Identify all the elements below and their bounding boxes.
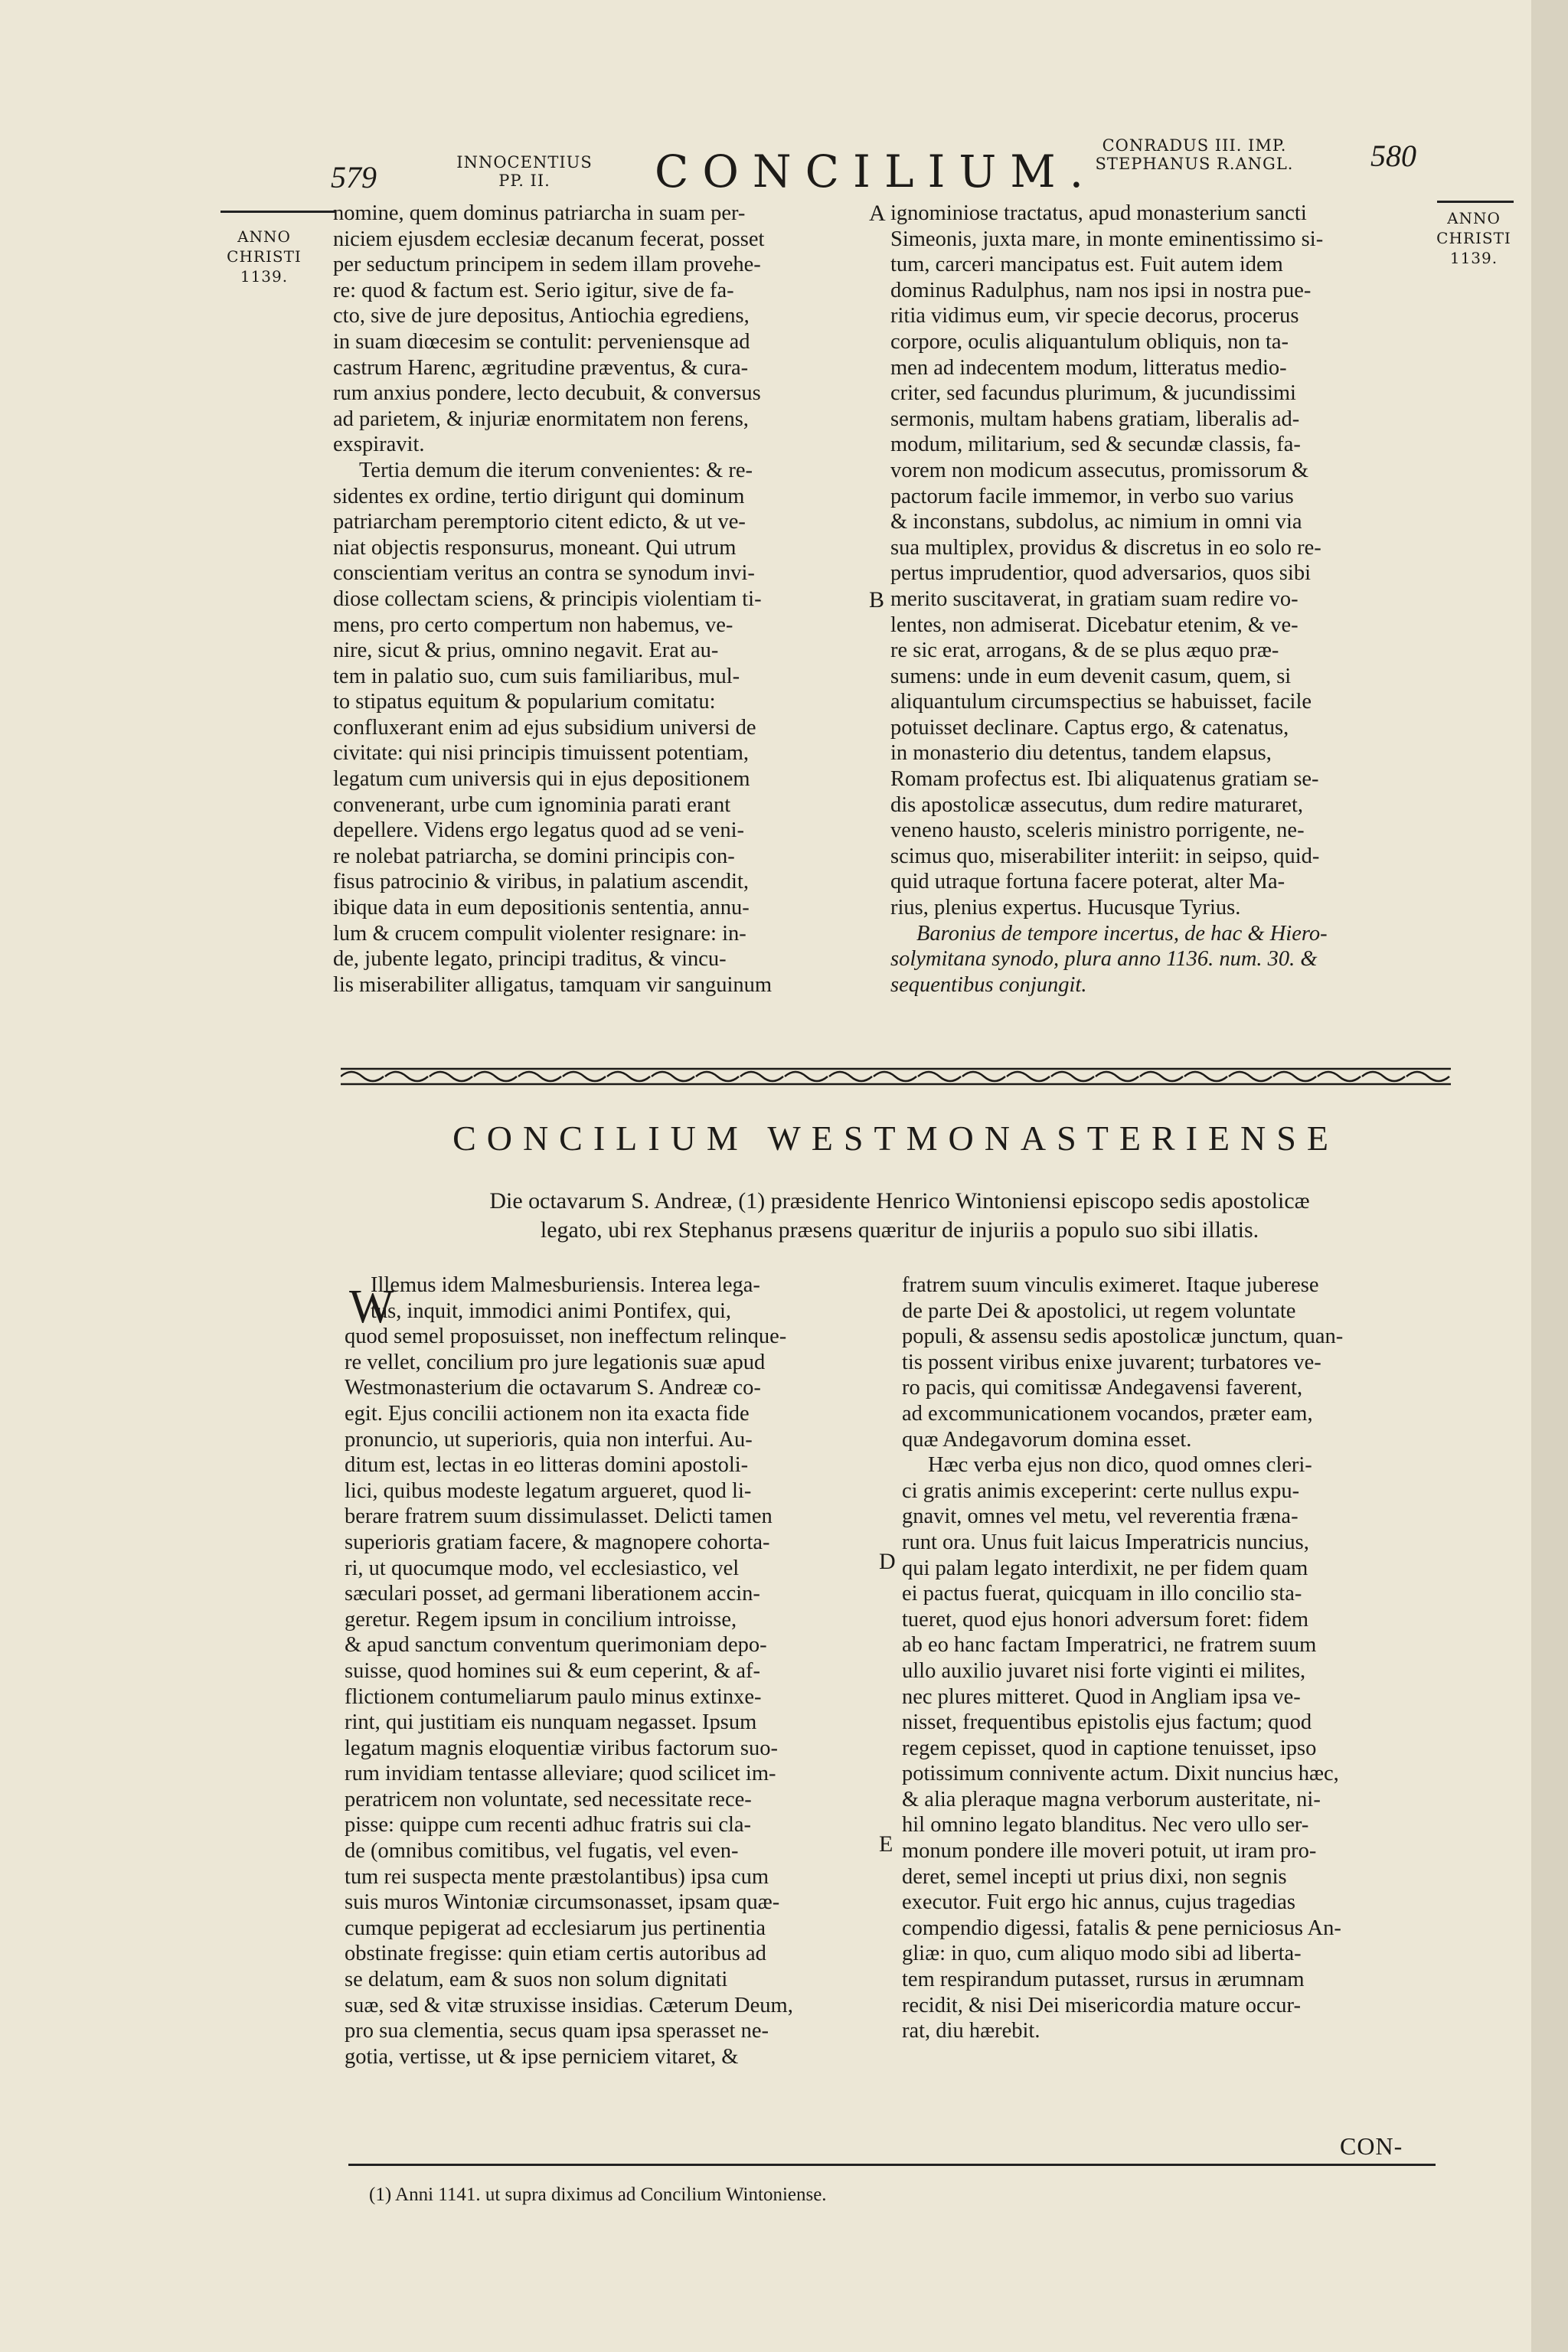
section-letter-a: A <box>869 201 886 226</box>
text-line: & alia pleraque magna verborum austeritate, ni- <box>902 1787 1321 1811</box>
text-line: potuisset declinare. Captus ergo, & catenatus, <box>890 715 1289 740</box>
right-page-number: 580 <box>1370 139 1416 173</box>
text-line: scimus quo, miserabiliter interiit: in seipso, quid- <box>890 844 1320 868</box>
text-line: de (omnibus comitibus, vel fugatis, vel even- <box>345 1839 739 1864</box>
text-line: castrum Harenc, ægritudine præventus, & cura- <box>333 355 749 380</box>
text-line: dominus Radulphus, nam nos ipsi in nostra pue- <box>890 278 1312 302</box>
text-line: quod semel proposuisset, non ineffectum relinque- <box>345 1325 787 1349</box>
text-line: exspiravit. <box>333 433 425 457</box>
ornament-band <box>341 1067 1451 1086</box>
text-line: tus, inquit, immodici animi Pontifex, qui, <box>371 1298 732 1323</box>
text-line: re vellet, concilium pro jure legationis suæ apud <box>345 1350 766 1374</box>
text-line: rat, diu hærebit. <box>902 2019 1040 2043</box>
text-line: depellere. Videns ergo legatus quod ad se veni- <box>333 818 744 843</box>
subtitle-line-1: Die octavarum S. Andreæ, (1) præsidente Henrico Wintoniensi episcopo sedis apostolicæ <box>489 1188 1310 1214</box>
text-line: ab eo hanc factam Imperatrici, ne fratrem suum <box>902 1633 1317 1658</box>
text-line: sæculari posset, ad germani liberationem accin- <box>345 1582 760 1606</box>
text-line: gliæ: in quo, cum aliquo modo sibi ad liberta- <box>902 1942 1302 1966</box>
text-line: re: quod & factum est. Serio igitur, sive de fa- <box>333 278 734 302</box>
left-margin-rule <box>220 211 335 213</box>
text-line: ri, ut quocumque modo, vel ecclesiastico, vel <box>345 1556 740 1580</box>
text-line: berare fratrem suum dissimulasset. Delicti tamen <box>345 1504 773 1529</box>
text-line: fratrem suum vinculis eximeret. Itaque juberese <box>902 1273 1319 1297</box>
text-line: lum & crucem compulit violenter resignare: in- <box>333 921 746 946</box>
text-line: gnavit, omnes vel metu, vel reverentia fræna- <box>902 1504 1298 1529</box>
running-title: CONCILIUM. <box>655 145 1098 198</box>
text-line: to stipatus equitum & popularium comitatu: <box>333 690 716 714</box>
text-line: ullo auxilio juvaret nisi forte viginti ei milites, <box>902 1658 1306 1683</box>
text-line: geretur. Regem ipsum in concilium introisse, <box>345 1607 737 1632</box>
section-subtitle <box>368 1187 1432 1245</box>
text-line: sermonis, multam habens gratiam, liberalis ad- <box>890 407 1300 431</box>
text-line: in suam diœcesim se contulit: perveniensque ad <box>333 329 750 354</box>
text-line: potissimum connivente actum. Dixit nuncius hæc, <box>902 1762 1339 1786</box>
text-line: pro sua clementia, secus quam ipsa sperasset ne- <box>345 2019 769 2043</box>
text-line: tum rei suspecta mente præstolantibus) ipsa cum <box>345 1864 769 1889</box>
text-line: rint, qui justitiam eis nunquam negasset. Ipsum <box>345 1710 757 1735</box>
text-line: sumens: unde in eum devenit casum, quem, si <box>890 664 1292 688</box>
text-line: per seductum principem in sedem illam provehe- <box>333 253 761 277</box>
section-title: CONCILIUM WESTMONASTERIENSE <box>452 1119 1339 1158</box>
text-line: gotia, vertisse, ut & ipse perniciem vitaret, & <box>345 2044 739 2069</box>
text-line: pactorum facile immemor, in verbo suo varius <box>890 484 1294 508</box>
text-line: in monasterio diu detentus, tandem elapsus, <box>890 741 1272 766</box>
text-line: nec plures mitteret. Quod in Angliam ipsa ve- <box>902 1684 1301 1709</box>
text-line: superioris gratiam facere, & magnopere cohorta- <box>345 1530 770 1554</box>
left-running-head-line-2: PP. II. <box>498 172 550 190</box>
right-margin-rule <box>1437 201 1514 203</box>
left-page-number: 579 <box>331 160 377 194</box>
text-line: sidentes ex ordine, tertio dirigunt qui dominum <box>333 484 745 508</box>
text-line: hil omnino legato blanditus. Nec vero ullo ser- <box>902 1813 1309 1838</box>
text-line: legatum magnis eloquentiæ viribus factorum suo- <box>345 1736 778 1760</box>
text-line: ro pacis, qui comitissæ Andegavensi faverent, <box>902 1376 1303 1400</box>
text-line: runt ora. Unus fuit laicus Imperatricis nuncius, <box>902 1530 1309 1554</box>
text-line: ei pactus fuerat, quicquam in illo concilio sta- <box>902 1582 1302 1606</box>
section-letter-d: D <box>879 1549 896 1574</box>
text-line: de, jubente legato, principi traditus, & vincu- <box>333 947 727 972</box>
left-year-label: 1139. <box>240 267 289 286</box>
text-line: convenerant, urbe cum ignominia parati erant <box>333 792 731 817</box>
text-line: pertus imprudentior, quod adversarios, quos sibi <box>890 561 1311 586</box>
adjacent-page-edge <box>1531 0 1568 2352</box>
text-line: Illemus idem Malmesburiensis. Interea lega- <box>371 1273 760 1297</box>
text-line: & apud sanctum conventum querimoniam depo- <box>345 1633 767 1658</box>
bottom-right-column <box>902 1272 1438 2044</box>
text-line: Baronius de tempore incertus, de hac & Hiero- <box>916 921 1328 946</box>
right-christi-label: CHRISTI <box>1436 229 1511 247</box>
text-line: suisse, quod homines sui & eum ceperint, & af- <box>345 1658 760 1683</box>
text-line: confluxerant enim ad ejus subsidium universi de <box>333 715 756 740</box>
right-running-head-line-1: CONRADUS III. IMP. <box>1102 136 1287 155</box>
text-line: populi, & assensu sedis apostolicæ junctum, quan- <box>902 1325 1344 1349</box>
text-line: nire, sicut & prius, omnino negavit. Erat au- <box>333 639 719 663</box>
text-line: merito suscitaverat, in gratiam suam redire vo- <box>890 586 1298 611</box>
ornament-squiggle <box>341 1072 1449 1081</box>
text-line: pronuncio, ut superioris, quia non interfui. Au- <box>345 1427 753 1452</box>
text-line: re nolebat patriarcha, se domini principis con- <box>333 844 735 868</box>
text-line: diose collectam sciens, & principis violentiam ti- <box>333 586 762 611</box>
text-line: quid utraque fortuna facere poterat, alter Ma- <box>890 870 1285 894</box>
text-line: lentes, non admiserat. Dicebatur etenim, & ve- <box>890 612 1298 637</box>
text-line: niat objectis responsurus, moneant. Qui utrum <box>333 535 737 560</box>
text-line: ad parietem, & injuriæ enormitatem non ferens, <box>333 407 749 431</box>
text-line: criter, sed facundus plurimum, & jucundissimi <box>890 381 1296 406</box>
text-line: pisse: quippe cum recenti adhuc fratris sui cla- <box>345 1813 752 1838</box>
text-line: deret, semel incepti ut prius dixi, non segnis <box>902 1864 1287 1889</box>
text-line: sua multiplex, providus & discretus in eo solo re- <box>890 535 1321 560</box>
text-line: sequentibus conjungit. <box>890 972 1087 997</box>
text-line: Hæc verba ejus non dico, quod omnes cleri- <box>928 1453 1312 1478</box>
text-line: cumque pepigerat ad ecclesiarum jus pertinentia <box>345 1916 766 1940</box>
top-right-column <box>890 201 1436 998</box>
text-line: compendio digessi, fatalis & pene perniciosus An- <box>902 1916 1341 1940</box>
left-running-head <box>448 153 601 190</box>
text-line: legatum cum universis qui in ejus depositionem <box>333 767 750 792</box>
text-line: nomine, quem dominus patriarcha in suam per- <box>333 201 746 225</box>
text-line: rum anxius pondere, lecto decubuit, & conversus <box>333 381 761 406</box>
text-line: niciem ejusdem ecclesiæ decanum fecerat, posset <box>333 227 765 251</box>
text-line: Simeonis, juxta mare, in monte eminentissimo si- <box>890 227 1324 251</box>
text-line: executor. Fuit ergo hic annus, cujus tragedias <box>902 1890 1295 1915</box>
text-line: solymitana synodo, plura anno 1136. num. 30. & <box>890 947 1318 972</box>
text-line: ignominiose tractatus, apud monasterium sancti <box>890 201 1307 225</box>
text-line: Romam profectus est. Ibi aliquatenus gratiam se- <box>890 767 1319 792</box>
right-running-head <box>1072 136 1317 173</box>
text-line: qui palam legato interdixit, ne per fidem quam <box>902 1556 1308 1580</box>
subtitle-line-2: legato, ubi rex Stephanus præsens quæritur de injuriis a populo suo sibi illatis. <box>540 1217 1259 1243</box>
text-line: de parte Dei & apostolici, ut regem voluntate <box>902 1298 1296 1323</box>
text-line: flictionem contumeliarum paulo minus extinxe- <box>345 1684 762 1709</box>
text-line: Tertia demum die iterum convenientes: & re- <box>359 458 753 482</box>
text-line: tum, carceri mancipatus est. Fuit autem idem <box>890 253 1283 277</box>
text-line: ritia vidimus eum, vir specie decorus, procerus <box>890 304 1299 328</box>
text-line: se delatum, eam & suos non solum dignitati <box>345 1968 728 1992</box>
text-line: peratricem non voluntate, sed necessitate rece- <box>345 1787 752 1811</box>
text-line: rius, plenius expertus. Hucusque Tyrius. <box>890 896 1241 920</box>
text-line: suis muros Wintoniæ circumsonasset, ipsam quæ- <box>345 1890 780 1915</box>
text-line: ad excommunicationem vocandos, præter eam, <box>902 1401 1313 1426</box>
top-left-column <box>333 201 869 998</box>
text-line: & inconstans, subdolus, ac nimium in omni via <box>890 510 1302 534</box>
text-line: obstinate fregisse: quin etiam certis autoribus ad <box>345 1942 766 1966</box>
text-line: recidit, & nisi Dei misericordia mature occur- <box>902 1993 1301 2017</box>
left-anno-label: ANNO <box>237 227 291 246</box>
text-line: ditum est, lectas in eo litteras domini apostoli- <box>345 1453 749 1478</box>
text-line: veneno hausto, sceleris ministro porrigente, ne- <box>890 818 1305 843</box>
text-line: quæ Andegavorum domina esset. <box>902 1427 1192 1452</box>
right-year-label: 1139. <box>1449 249 1498 267</box>
left-year-note <box>207 227 322 286</box>
footnote-rule <box>348 2164 1436 2166</box>
text-line: regem cepisset, quod in captione tenuisset, ipso <box>902 1736 1317 1760</box>
right-running-head-line-2: STEPHANUS R.ANGL. <box>1095 155 1294 173</box>
text-line: conscientiam veritus an contra se synodum invi- <box>333 561 755 586</box>
text-line: men ad indecentem modum, litteratus medio- <box>890 355 1287 380</box>
text-line: tem respirandum putasset, rursus in ærumnam <box>902 1968 1305 1992</box>
text-line: suæ, sed & vitæ struxisse insidias. Cæterum Deum, <box>345 1993 793 2017</box>
text-line: fisus patrocinio & viribus, in palatium ascendit, <box>333 870 749 894</box>
right-year-note <box>1436 208 1512 268</box>
section-letter-b: B <box>869 587 885 612</box>
text-line: monum pondere ille moveri potuit, ut iram pro- <box>902 1839 1317 1864</box>
text-line: civitate: qui nisi principis timuissent potentiam, <box>333 741 750 766</box>
drop-cap-letter: W <box>349 1281 394 1333</box>
text-line: corpore, oculis aliquantulum obliquis, non ta- <box>890 329 1289 354</box>
text-line: tis possent viribus enixe juvarent; turbatores ve- <box>902 1350 1321 1374</box>
catchword: CON- <box>1340 2132 1403 2160</box>
left-running-head-line-1: INNOCENTIUS <box>456 153 593 172</box>
footnote: (1) Anni 1141. ut supra diximus ad Concilium Wintoniense. <box>369 2184 827 2205</box>
left-christi-label: CHRISTI <box>227 247 302 266</box>
text-line: rum invidiam tentasse alleviare; quod scilicet im- <box>345 1762 776 1786</box>
text-line: ibique data in eum depositionis sententia, annu- <box>333 896 750 920</box>
text-line: lis miserabiliter alligatus, tamquam vir sanguinum <box>333 972 773 997</box>
text-line: tem in palatio suo, cum suis familiaribus, mul- <box>333 664 740 688</box>
text-line: patriarcham peremptorio citent edicto, & ut ve- <box>333 510 746 534</box>
bottom-left-column <box>345 1272 877 2069</box>
right-anno-label: ANNO <box>1447 209 1501 227</box>
text-line: egit. Ejus concilii actionem non ita exacta fide <box>345 1401 750 1426</box>
text-line: ci gratis animis exceperint: certe nullus expu- <box>902 1478 1300 1503</box>
text-line: Westmonasterium die octavarum S. Andreæ co- <box>345 1376 761 1400</box>
text-line: tueret, quod ejus honori adversum foret: fidem <box>902 1607 1309 1632</box>
text-line: re sic erat, arrogans, & de se plus æquo præ- <box>890 639 1279 663</box>
text-line: lici, quibus modeste legatum argueret, quod li- <box>345 1478 752 1503</box>
text-line: cto, sive de jure depositus, Antiochia egrediens, <box>333 304 750 328</box>
text-line: dis apostolicæ assecutus, dum redire maturaret, <box>890 792 1303 817</box>
section-letter-e: E <box>879 1831 893 1857</box>
text-line: modum, militarium, sed & secundæ classis, fa- <box>890 433 1301 457</box>
text-line: nisset, frequentibus epistolis ejus factum; quod <box>902 1710 1312 1735</box>
text-line: vorem non modicum assecutus, promissorum & <box>890 458 1309 482</box>
text-line: aliquantulum circumspectius se habuisset, facile <box>890 690 1312 714</box>
text-line: mens, pro certo compertum non habemus, ve- <box>333 612 733 637</box>
